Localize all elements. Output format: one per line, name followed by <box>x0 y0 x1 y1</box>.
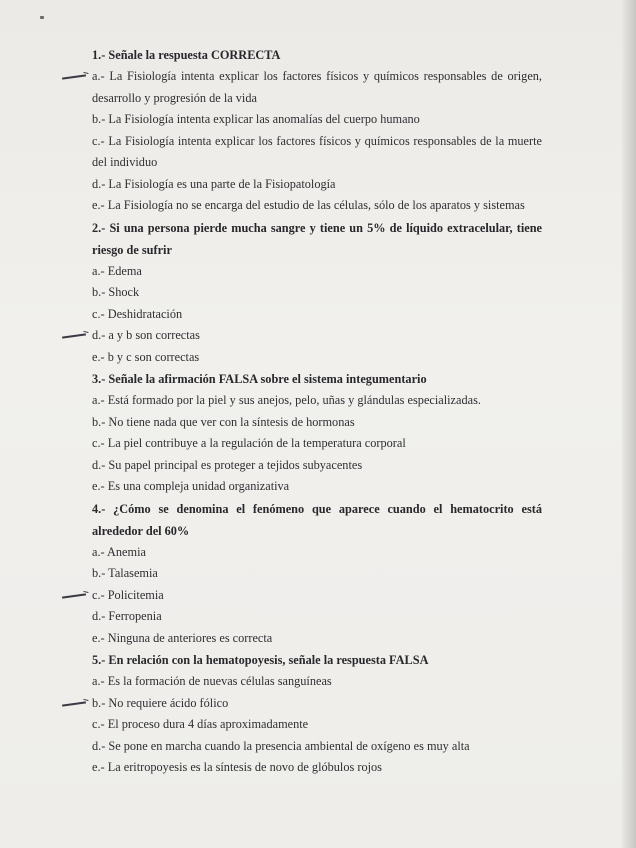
question-1-option-e: e.- La Fisiología no se encarga del estudio de las células, sólo de los aparatos y sistemas <box>92 198 525 212</box>
question-1-option-a: a.- La Fisiología intenta explicar los factores físicos y químicos responsables de origen, desarrollo y progresión de la vida <box>92 66 542 109</box>
ink-dot <box>40 16 44 19</box>
question-2-option-c: c.- Deshidratación <box>92 306 183 321</box>
question-5-title: 5.- En relación con la hematopoyesis, señale la respuesta FALSA <box>92 653 429 667</box>
question-4-option-b: b.- Talasemia <box>92 566 158 580</box>
question-2-option-a: a.- Edema <box>92 263 142 278</box>
question-1-title: 1.- Señale la respuesta CORRECTA <box>92 48 281 62</box>
question-4-option-d: d.- Ferropenia <box>92 609 162 623</box>
question-5-option-b: b.- No requiere ácido fólico <box>92 693 542 715</box>
question-1-option-b: b.- La Fisiología intenta explicar las anomalías del cuerpo humano <box>92 112 420 126</box>
pen-mark-icon <box>62 593 86 598</box>
question-1-option-c: c.- La Fisiología intenta explicar los factores físicos y químicos responsables de la muerte del individuo <box>92 133 542 169</box>
question-4-option-c: c.- Policitemia <box>92 585 542 607</box>
question-2-title: 2.- Si una persona pierde mucha sangre y tiene un 5% de líquido extracelular, tiene riesgo de sufrir <box>92 220 542 257</box>
question-2-option-d: d.- a y b son correctas <box>92 325 542 347</box>
question-4-title: 4.- ¿Cómo se denomina el fenómeno que aparece cuando el hematocrito está alrededor del 60% <box>92 501 542 538</box>
question-3-option-d: d.- Su papel principal es proteger a tejidos subyacentes <box>92 457 363 472</box>
question-5-option-c: c.- El proceso dura 4 días aproximadamente <box>92 717 309 731</box>
pen-mark-icon <box>62 701 86 706</box>
question-list <box>92 44 542 779</box>
question-4-option-e: e.- Ninguna de anteriores es correcta <box>92 630 273 645</box>
pen-mark-icon <box>62 333 86 338</box>
question-2-option-e: e.- b y c son correctas <box>92 349 200 364</box>
question-3-option-a: a.- Está formado por la piel y sus anejos, pelo, uñas y glándulas especializadas. <box>92 393 481 407</box>
question-3-option-b: b.- No tiene nada que ver con la síntesis de hormonas <box>92 414 355 429</box>
question-2-option-b: b.- Shock <box>92 285 140 299</box>
question-3-title: 3.- Señale la afirmación FALSA sobre el sistema integumentario <box>92 372 427 386</box>
question-5-option-d: d.- Se pone en marcha cuando la presencia ambiental de oxígeno es muy alta <box>92 738 470 753</box>
question-5-option-e: e.- La eritropoyesis es la síntesis de novo de glóbulos rojos <box>92 760 382 774</box>
pen-mark-icon <box>62 74 86 79</box>
question-5-option-a: a.- Es la formación de nuevas células sanguíneas <box>92 674 332 688</box>
question-3-option-e: e.- Es una compleja unidad organizativa <box>92 479 290 493</box>
question-1-option-d: d.- La Fisiología es una parte de la Fisiopatología <box>92 176 336 191</box>
page-edge-shadow <box>622 0 636 848</box>
question-4-option-a: a.- Anemia <box>92 544 146 559</box>
question-3-option-c: c.- La piel contribuye a la regulación de la temperatura corporal <box>92 436 406 450</box>
